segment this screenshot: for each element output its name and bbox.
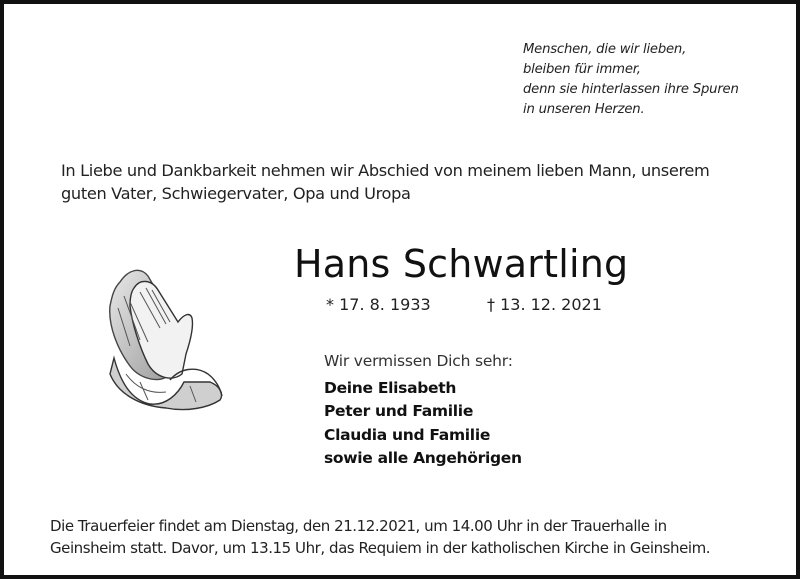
memorial-poem [523, 40, 739, 120]
mourner-name: Claudia und Familie [324, 425, 491, 444]
mourners-heading: Wir vermissen Dich sehr: [324, 352, 513, 370]
deceased-name: Hans Schwartling [294, 242, 629, 286]
death-date: † 13. 12. 2021 [487, 295, 602, 314]
poem-line: bleiben für immer, [523, 62, 641, 77]
mourner-name: sowie alle Angehörigen [324, 448, 522, 467]
intro-line: In Liebe und Dankbarkeit nehmen wir Abschied von meinem lieben Mann, unserem [61, 161, 710, 180]
funeral-service-info [50, 515, 710, 559]
poem-line: in unseren Herzen. [523, 102, 645, 117]
mourners-list [324, 377, 522, 470]
birth-date: * 17. 8. 1933 [326, 295, 431, 314]
intro-line: guten Vater, Schwiegervater, Opa und Uropa [61, 184, 411, 203]
service-line: Geinsheim statt. Davor, um 13.15 Uhr, das Requiem in der katholischen Kirche in Geinsheim. [50, 539, 711, 557]
service-line: Die Trauerfeier findet am Dienstag, den 21.12.2021, um 14.00 Uhr in der Trauerhalle in [50, 517, 667, 535]
praying-hands-icon [100, 262, 228, 412]
mourner-name: Peter und Familie [324, 402, 474, 421]
mourner-name: Deine Elisabeth [324, 379, 457, 397]
poem-line: denn sie hinterlassen ihre Spuren [523, 82, 739, 97]
intro-text [61, 159, 761, 205]
poem-line: Menschen, die wir lieben, [523, 42, 687, 57]
